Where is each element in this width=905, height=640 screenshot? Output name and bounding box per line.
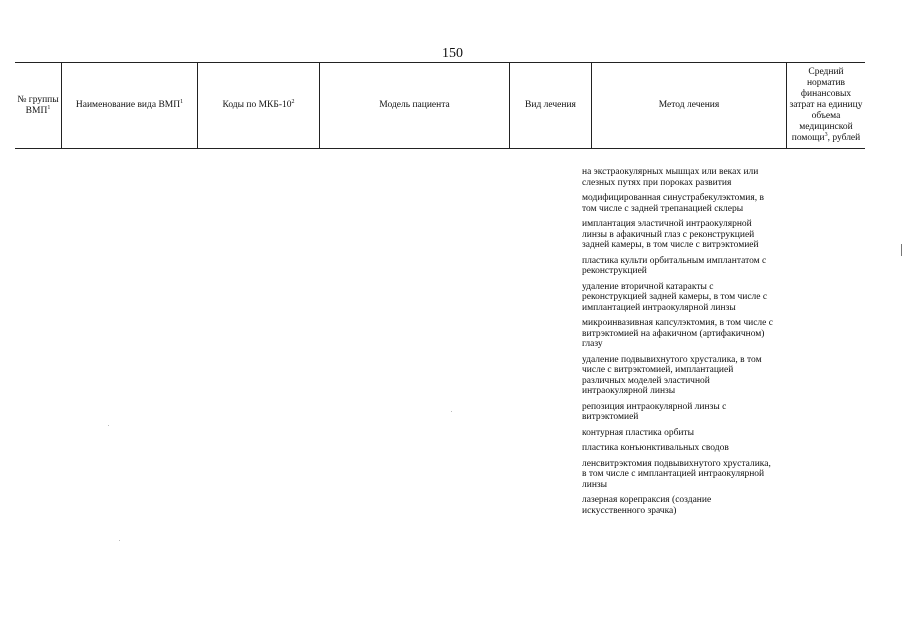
header-patient-model-label: Модель пациента (379, 100, 450, 110)
header-cost-standard-unit: , рублей (827, 133, 861, 143)
list-item: лазерная корепраксия (создание искусственного зрачка) (582, 495, 712, 516)
scan-speck (119, 540, 120, 541)
list-item: модифицированная синустрабекулэктомия, в том числе с задней трепанацией склеры (582, 193, 764, 214)
header-treatment-type-label: Вид лечения (525, 100, 576, 110)
footnote-mark: 1 (180, 98, 184, 105)
footnote-mark: 1 (47, 104, 51, 111)
list-item: пластика конъюнктивальных сводов (582, 443, 729, 453)
scan-speck (108, 425, 109, 426)
footnote-mark: 3 (824, 131, 828, 138)
header-cost-standard-label: Средний норматив финансовых затрат на единицу объема медицинской помощи (789, 67, 863, 143)
list-item: удаление вторичной катаракты с реконструкцией задней камеры, в том числе с имплантацией интраокулярной линзы (582, 281, 768, 313)
header-icd-codes (197, 63, 319, 148)
list-item: микроинвазивная капсулэктомия, в том числе с витрэктомией на афакичном (артифакичном) глазу (582, 318, 773, 349)
treatment-method-list (582, 167, 774, 521)
page-number: 150 (442, 46, 463, 61)
header-treatment-method (591, 63, 786, 148)
footnote-mark: 2 (291, 98, 295, 105)
list-item: контурная пластика орбиты (582, 427, 695, 438)
header-group-number-label: № группы ВМП (17, 94, 59, 116)
header-vmp-name (61, 63, 197, 148)
list-item: на экстраокулярных мышцах или веках или слезных путях при пороках развития (582, 167, 759, 188)
header-cost-standard (786, 63, 865, 148)
list-item: ленсвитрэктомия подвывихнутого хрусталика, в том числе с имплантацией интраокулярной линзы (582, 458, 771, 490)
table-header (15, 62, 865, 149)
header-treatment-method-label: Метод лечения (658, 100, 720, 110)
list-item: репозиция интраокулярной линзы с витрэктомией (582, 401, 727, 422)
scan-speck (451, 411, 452, 412)
scan-edge-mark (901, 244, 902, 256)
header-icd-codes-label: Коды по МКБ-10 (222, 100, 292, 110)
list-item: удаление подвывихнутого хрусталика, в том числе с витрэктомией, имплантацией различных моделей эластичной интраокулярной линзы (582, 354, 762, 396)
list-item: имплантация эластичной интраокулярной линзы в афакичный глаз с реконструкцией задней камеры, в том числе с витрэктомией (582, 219, 759, 250)
header-group-number (15, 63, 61, 148)
list-item: пластика культи орбитальным имплантатом с реконструкцией (582, 255, 767, 276)
header-vmp-name-label: Наименование вида ВМП (75, 100, 181, 110)
header-treatment-type (509, 63, 591, 148)
header-patient-model (319, 63, 509, 148)
